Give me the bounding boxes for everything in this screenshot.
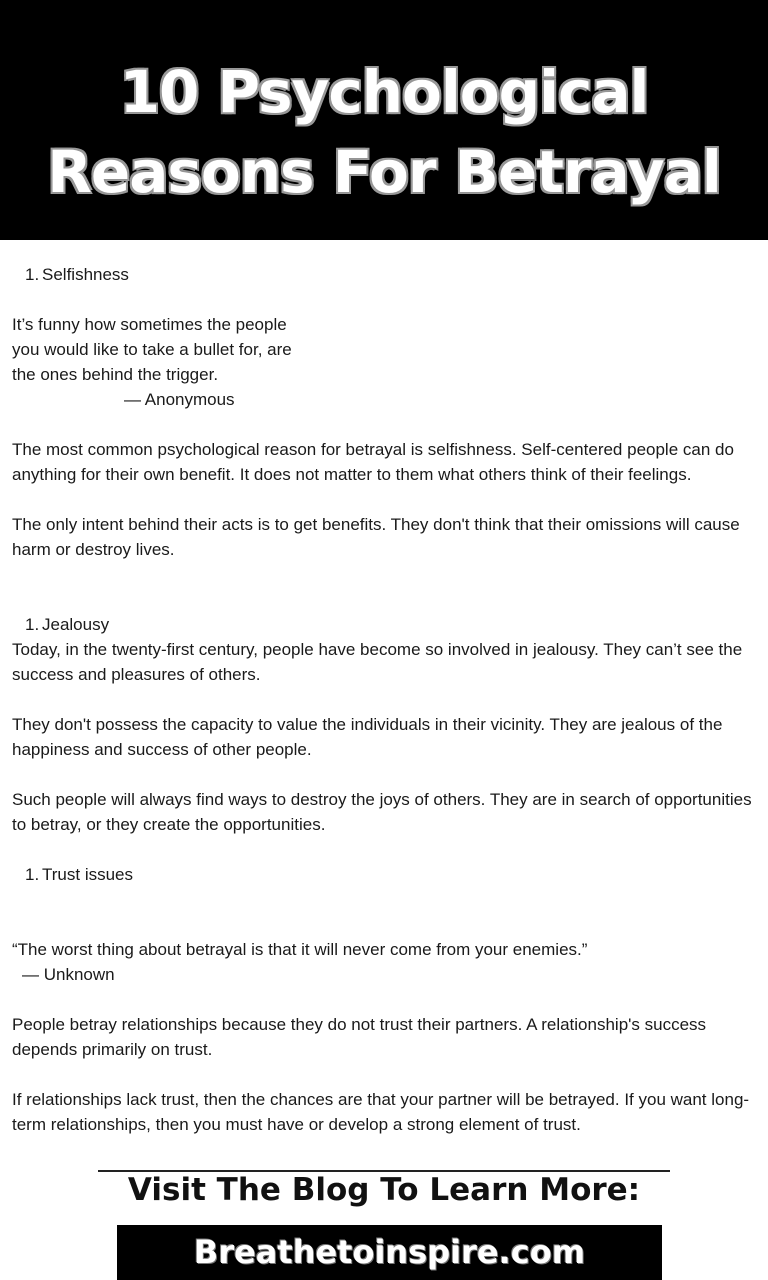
list-item-selfishness — [12, 262, 760, 287]
paragraph: The most common psychological reason for betrayal is selfishness. Self-centered people can do anything for their own benefit. It does not matter to them what others think of their feelings. — [12, 440, 734, 484]
quote-text: “The worst thing about betrayal is that it will never come from your enemies.” — [12, 940, 588, 959]
section-heading-trust-issues: Trust issues — [42, 865, 134, 884]
footer-site-name: Breathetoinspire.com — [193, 1233, 586, 1271]
list-item-trust-issues — [12, 862, 760, 887]
list-item-number: 1. — [25, 615, 40, 634]
page-title — [0, 52, 768, 212]
quote-author: — Unknown — [22, 965, 115, 984]
section-heading-selfishness: Selfishness — [42, 265, 129, 284]
quote-line: the ones behind the trigger. — [12, 365, 219, 384]
page-title-line-2: Reasons For Betrayal — [47, 138, 721, 206]
quote-author: — Anonymous — [124, 390, 235, 409]
page-title-line-1: 10 Psychological — [119, 58, 649, 126]
section-heading-jealousy: Jealousy — [42, 615, 110, 634]
list-item-number: 1. — [25, 865, 40, 884]
quote-line: It’s funny how sometimes the people — [12, 315, 287, 334]
quote-line: you would like to take a bullet for, are — [12, 340, 292, 359]
paragraph: People betray relationships because they do not trust their partners. A relationship's success depends primarily on trust. — [12, 1015, 707, 1059]
list-item-number: 1. — [25, 265, 40, 284]
paragraph: If relationships lack trust, then the chances are that your partner will be betrayed. If you want long-term relationships, then you must have or develop a strong element of trust. — [12, 1090, 750, 1134]
title-banner — [0, 0, 768, 240]
footer-site-box — [117, 1225, 662, 1280]
paragraph: They don't possess the capacity to value the individuals in their vicinity. They are jealous of the happiness and success of other people. — [12, 715, 723, 759]
paragraph: Today, in the twenty-first century, people have become so involved in jealousy. They can’t see the success and pleasures of others. — [12, 640, 743, 684]
list-item-jealousy — [12, 612, 760, 637]
footer-call-to-action: Visit The Blog To Learn More: — [127, 1172, 641, 1208]
paragraph: The only intent behind their acts is to get benefits. They don't think that their omissions will cause harm or destroy lives. — [12, 515, 740, 559]
article-body — [12, 262, 760, 1137]
paragraph: Such people will always find ways to destroy the joys of others. They are in search of opportunities to betray, or they create the opportunities. — [12, 790, 752, 834]
